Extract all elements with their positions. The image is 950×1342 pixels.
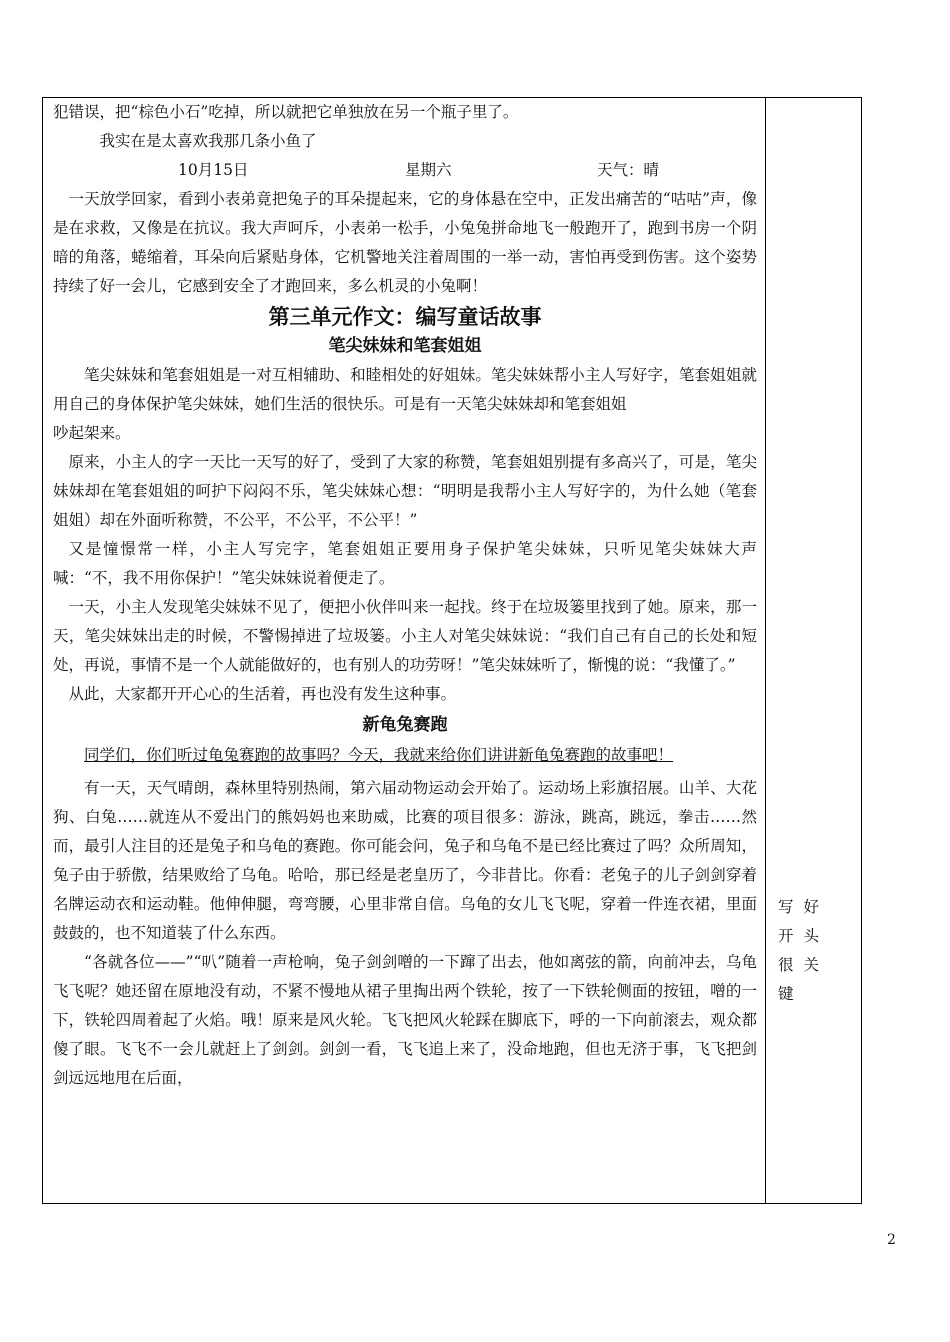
comment-column (766, 98, 861, 1203)
story2-paragraph: 有一天，天气晴朗，森林里特别热闹，第六届动物运动会开始了。运动场上彩旗招展。山羊、大花狗、白兔……就连从不爱出门的熊妈妈也来助威，比赛的项目很多：游泳，跳高，跳远，拳击……然而，最引人注目的还是兔子和乌龟的赛跑。你可能会问，兔子和乌龟不是已经比赛过了吗？众所周知，兔子由于骄傲，结果败给了乌龟。哈哈，那已经是老皇历了，今非昔比。你看：老兔子的儿子剑剑穿着名牌运动衣和运动鞋。他伸伸腿，弯弯腰，心里非常自信。乌龟的女儿飞飞呢，穿着一件连衣裙，里面鼓鼓的，也不知道装了什么东西。 (53, 779, 757, 942)
story2-intro: 同学们，你们听过龟兔赛跑的故事吗？今天，我就来给你们讲讲新龟兔赛跑的故事吧！ (84, 746, 674, 764)
diary-body: 一天放学回家，看到小表弟竟把兔子的耳朵提起来，它的身体悬在空中，正发出痛苦的“咕咕”声，像是在求救，又像是在抗议。我大声呵斥，小表弟一松手，小兔兔拼命地飞一般跑开了，跑到书房一个阴暗的角落，蜷缩着，耳朵向后紧贴身体，它机警地关注着周围的一举一动，害怕再受到伤害。这个姿势持续了好一会儿，它感到安全了才跑回来，多么机灵的小兔啊！ (53, 190, 757, 295)
diary-weekday: 星期六 (405, 161, 452, 179)
story1-paragraph: 笔尖妹妹和笔套姐姐是一对互相辅助、和睦相处的好姐妹。笔尖妹妹帮小主人写好字，笔套姐姐就用自己的身体保护笔尖妹妹，她们生活的很快乐。可是有一天笔尖妹妹却和笔套姐姐 (53, 366, 757, 413)
story2-title: 新龟兔赛跑 (362, 715, 448, 735)
diary-date-row (53, 156, 757, 185)
story2-paragraph: “各就各位——”“叭”随着一声枪响，兔子剑剑噌的一下蹿了出去，他如离弦的箭，向前冲去，乌龟飞飞呢？她还留在原地没有动，不紧不慢地从裙子里掏出两个铁轮，按了一下铁轮侧面的按钮，噌的一下，铁轮四周着起了火焰。哦！原来是风火轮。飞飞把风火轮踩在脚底下，呼的一下向前滚去，观众都傻了眼。飞飞不一会儿就赶上了剑剑。剑剑一看，飞飞追上来了，没命地跑，但也无济于事，飞飞把剑剑远远地甩在后面， (53, 953, 757, 1087)
story1-title: 笔尖妹妹和笔套姐姐 (328, 336, 482, 356)
essay-table (42, 97, 862, 1204)
page-number: 2 (887, 1232, 896, 1248)
story1-paragraph: 原来，小主人的字一天比一天写的好了，受到了大家的称赞，笔套姐姐别提有多高兴了，可是，笔尖妹妹却在笔套姐姐的呵护下闷闷不乐，笔尖妹妹心想：“明明是我帮小主人写好字的，为什么她（笔套姐姐）却在外面听称赞，不公平，不公平，不公平！” (53, 453, 757, 529)
diary-tail-line: 犯错误，把“棕色小石”吃掉，所以就把它单独放在另一个瓶子里了。 (53, 103, 519, 121)
story1-paragraph: 从此，大家都开开心心的生活着，再也没有发生这种事。 (68, 685, 457, 703)
content-column (43, 98, 766, 1203)
story1-paragraph: 又是憧憬常一样，小主人写完字，笔套姐姐正要用身子保护笔尖妹妹，只听见笔尖妹妹大声喊：“不，我不用你保护！”笔尖妹妹说着便走了。 (53, 540, 757, 587)
story1-paragraph: 吵起架来。 (53, 424, 131, 442)
diary-tail-line: 我实在是太喜欢我那几条小鱼了 (99, 132, 317, 150)
diary-weather: 天气：晴 (597, 161, 660, 179)
diary-date: 10月15日 (178, 161, 249, 179)
story1-paragraph: 一天，小主人发现笔尖妹妹不见了，便把小伙伴叫来一起找。终于在垃圾篓里找到了她。原来，那一天，笔尖妹妹出走的时候，不警惕掉进了垃圾篓。小主人对笔尖妹妹说：“我们自己有自己的长处和短处，再说，事情不是一个人就能做好的，也有别人的功劳呀！”笔尖妹妹听了，惭愧的说：“我懂了。” (53, 598, 757, 674)
unit-heading: 第三单元作文：编写童话故事 (268, 305, 542, 329)
side-comment: 写好开头很关键 (778, 898, 830, 1003)
